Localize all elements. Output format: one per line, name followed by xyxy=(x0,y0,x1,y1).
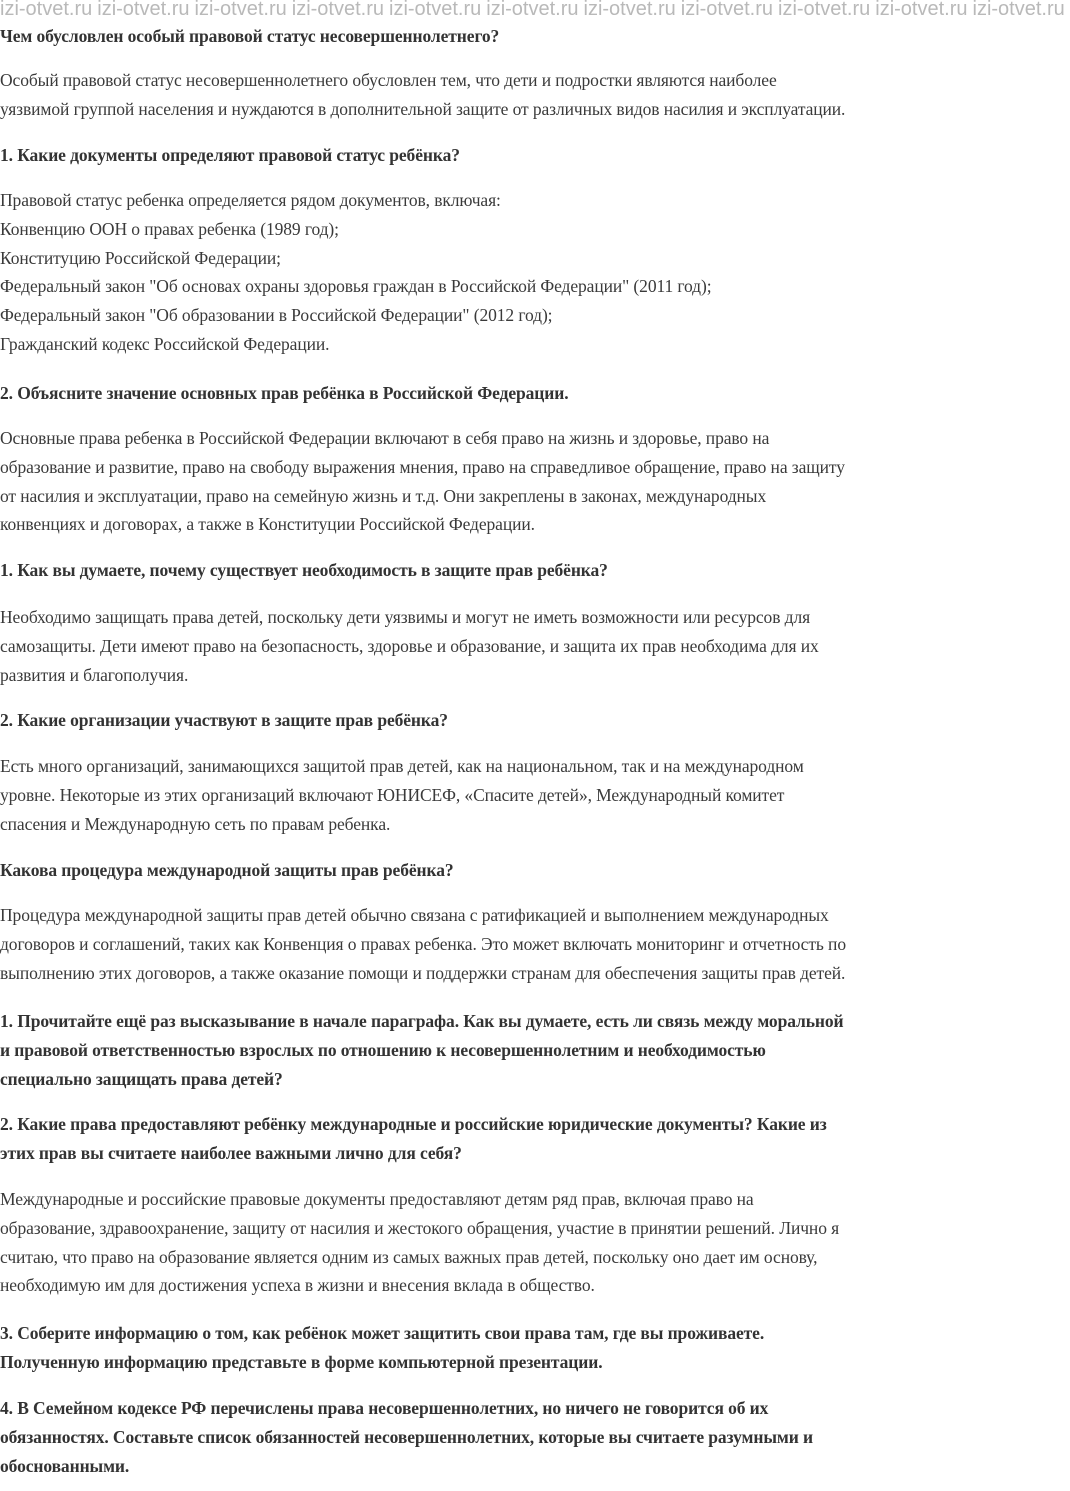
text-line: Международные и российские правовые документы предоставляют детям ряд прав, включая право на xyxy=(0,1189,754,1209)
text-line: Конвенцию ООН о правах ребенка (1989 год); xyxy=(0,218,339,239)
question-heading xyxy=(0,1394,981,1480)
text-line: 1. Как вы думаете, почему существует необходимость в защите прав ребёнка? xyxy=(0,560,608,580)
text-line: Федеральный закон "Об образовании в Российской Федерации" (2012 год); xyxy=(0,305,553,326)
text-line: Основные права ребенка в Российской Федерации включают в себя право на жизнь и здоровье, право на xyxy=(0,428,770,448)
text-line: развития и благополучия. xyxy=(0,664,189,685)
text-line: обоснованными. xyxy=(0,1455,130,1476)
question-heading xyxy=(0,1110,981,1168)
answer-paragraph xyxy=(0,66,981,124)
text-line: Есть много организаций, занимающихся защитой прав детей, как на национальном, так и на международном xyxy=(0,756,804,776)
text-line: самозащиты. Дети имеют право на безопасность, здоровье и образование, и защита их прав необходима для их xyxy=(0,635,819,656)
watermark-text: izi-otvet.ru xyxy=(0,0,93,20)
text-line: Конституцию Российской Федерации; xyxy=(0,247,281,268)
watermark-text: izi-otvet.ru xyxy=(194,0,287,20)
text-line: 4. В Семейном кодексе РФ перечислены права несовершеннолетних, но ничего не говорится об их xyxy=(0,1398,769,1418)
text-line: 1. Прочитайте ещё раз высказывание в начале параграфа. Как вы думаете, есть ли связь между моральной xyxy=(0,1011,844,1031)
question-heading xyxy=(0,141,981,170)
text-line: от насилия и эксплуатации, право на семейную жизнь и т.д. Они закреплены в законах, международных xyxy=(0,485,767,506)
answer-paragraph xyxy=(0,752,981,838)
watermark-text: izi-otvet.ru xyxy=(778,0,871,20)
answer-paragraph xyxy=(0,901,981,987)
text-line: Необходимо защищать права детей, поскольку дети уязвимы и могут не иметь возможности или ресурсов для xyxy=(0,607,811,627)
question-heading xyxy=(0,856,981,885)
answer-paragraph xyxy=(0,1185,981,1300)
text-line: Чем обусловлен особый правовой статус несовершеннолетнего? xyxy=(0,26,500,46)
answer-paragraph xyxy=(0,424,981,539)
text-line: Особый правовой статус несовершеннолетнего обусловлен тем, что дети и подростки являются наиболее xyxy=(0,70,777,90)
question-heading xyxy=(0,556,981,585)
watermark-text: izi-otvet.ru xyxy=(972,0,1065,20)
text-line: конвенциях и договорах, а также в Конституции Российской Федерации. xyxy=(0,514,535,535)
text-line: и правовой ответственностью взрослых по отношению к несовершеннолетним и необходимостью xyxy=(0,1039,766,1060)
watermark-text: izi-otvet.ru xyxy=(680,0,773,20)
question-heading xyxy=(0,706,981,735)
text-line: спасения и Международную сеть по правам ребенка. xyxy=(0,813,391,834)
text-line: 2. Какие права предоставляют ребёнку международные и российские юридические документы? Какие из xyxy=(0,1114,827,1134)
watermark-text: izi-otvet.ru xyxy=(389,0,482,20)
text-line: уровне. Некоторые из этих организаций включают ЮНИСЕФ, «Спасите детей», Международный комитет xyxy=(0,784,785,805)
text-line: выполнению этих договоров, а также оказание помощи и поддержки странам для обеспечения защиты прав детей. xyxy=(0,962,846,983)
text-line: обязанностях. Составьте список обязанностей несовершеннолетних, которые вы считаете разумными и xyxy=(0,1426,813,1447)
answer-paragraph xyxy=(0,603,981,689)
text-line: образование, здравоохранение, защиту от насилия и жестокого обращения, участие в принятии решений. Лично я xyxy=(0,1217,840,1238)
text-line: Гражданский кодекс Российской Федерации. xyxy=(0,333,330,354)
watermark-text: izi-otvet.ru xyxy=(97,0,190,20)
question-heading xyxy=(0,379,981,408)
text-line: этих прав вы считаете наиболее важными лично для себя? xyxy=(0,1142,462,1163)
text-line: специально защищать права детей? xyxy=(0,1068,283,1089)
watermark-text: izi-otvet.ru xyxy=(875,0,968,20)
watermark-text: izi-otvet.ru xyxy=(486,0,579,20)
text-line: считаю, что право на образование является одним из самых важных прав детей, поскольку оно дает им основу, xyxy=(0,1246,818,1267)
watermark-strip xyxy=(0,0,1065,20)
text-line: необходимую им для достижения успеха в жизни и внесения вклада в общество. xyxy=(0,1275,595,1296)
watermark-text: izi-otvet.ru xyxy=(583,0,676,20)
answer-paragraph xyxy=(0,186,981,359)
text-line: Какова процедура международной защиты прав ребёнка? xyxy=(0,860,454,880)
text-line: 3. Соберите информацию о том, как ребёнок может защитить свои права там, где вы проживаете. xyxy=(0,1323,765,1343)
text-line: Полученную информацию представьте в форме компьютерной презентации. xyxy=(0,1351,603,1372)
text-line: договоров и соглашений, таких как Конвенция о правах ребенка. Это может включать мониторинг и отчетность по xyxy=(0,933,846,954)
text-line: 1. Какие документы определяют правовой статус ребёнка? xyxy=(0,145,460,165)
question-heading xyxy=(0,22,981,51)
watermark-text: izi-otvet.ru xyxy=(291,0,384,20)
text-line: образование и развитие, право на свободу выражения мнения, право на справедливое обращение, право на защиту xyxy=(0,456,845,477)
question-heading xyxy=(0,1319,981,1377)
text-line: 2. Объясните значение основных прав ребёнка в Российской Федерации. xyxy=(0,383,569,403)
text-line: Федеральный закон "Об основах охраны здоровья граждан в Российской Федерации" (2011 год); xyxy=(0,276,712,297)
text-line: 2. Какие организации участвуют в защите прав ребёнка? xyxy=(0,710,448,730)
text-line: уязвимой группой населения и нуждаются в дополнительной защите от различных видов насилия и эксплуатации. xyxy=(0,98,846,119)
question-heading xyxy=(0,1007,981,1093)
text-line: Процедура международной защиты прав детей обычно связана с ратификацией и выполнением международных xyxy=(0,905,829,925)
text-line: Правовой статус ребенка определяется рядом документов, включая: xyxy=(0,190,501,210)
watermark-row xyxy=(0,0,1070,18)
